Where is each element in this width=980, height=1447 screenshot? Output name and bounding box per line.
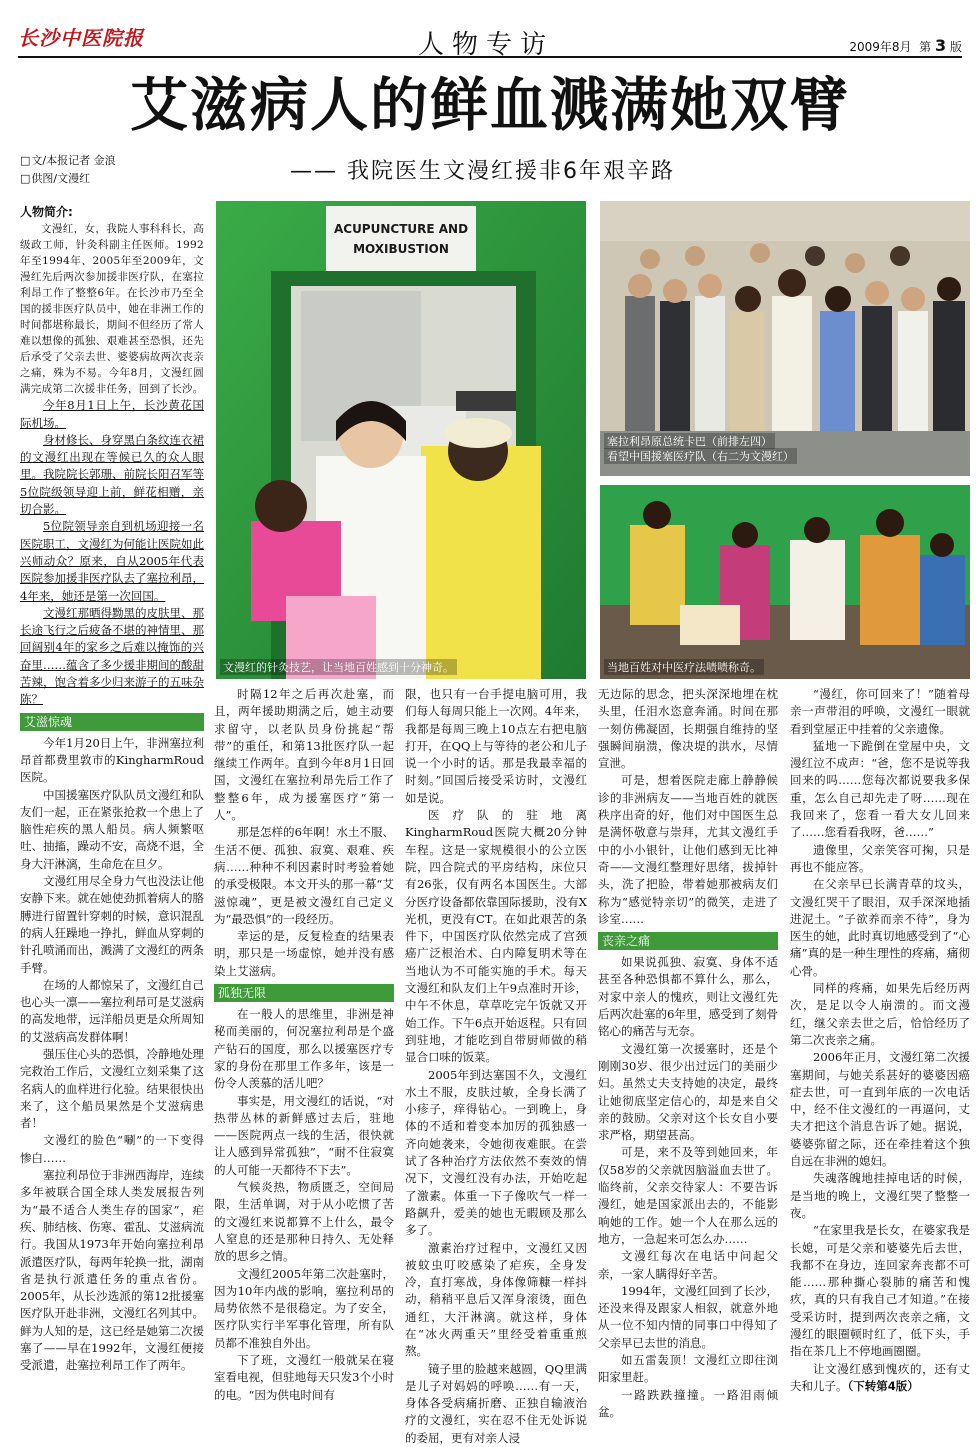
- column-2: [214, 686, 394, 1414]
- section-heading: 孤独无限: [214, 984, 394, 1002]
- reporter-credit: □ 文/本报记者 金浪: [20, 152, 116, 170]
- column-4: [598, 686, 778, 1419]
- body-paragraph: 可是，来不及等到她回来，年仅58岁的父亲就因脑溢血去世了。临终前，父亲交待家人：不要告诉漫红，她是国家派出去的，不能影响她的工作。她一个人在那么远的地方，一急起来可怎么办……: [598, 1145, 778, 1246]
- body-paragraph: 文漫红用尽全身力气也没法让他安静下来。就在她使劲抓着病人的胳膊进行留置针穿刺的时候，意识混乱的病人狂躁地一挣扎，鲜血从穿刺的针孔喷涌而出，溅满了文漫红的两条手臂。: [20, 874, 204, 975]
- issue-date: [849, 36, 962, 55]
- intro-paragraph: 今年8月1日上午，长沙黄花国际机场。: [20, 398, 204, 430]
- column-5: [790, 686, 970, 1414]
- group-photo: [600, 201, 970, 476]
- bio-text: 文漫红，女，我院人事科科长，高级政工师，针灸科副主任医师。1992年至1994年、2005年至2009年，文漫红先后两次参加援非医疗队，在塞拉利昂工作了整整6年。在长沙市乃至全国的援非医疗队员中，她在非洲工作的时间都堪称最长，期间不但经历了常人难以想像的孤独、艰难甚至恐惧，还先后承受了父亲去世、婆婆病故两次丧亲之痛，殊为不易。今年8月，文漫红圆满完成第二次援非任务，回到了长沙。: [20, 223, 204, 396]
- last-paragraph: [790, 1361, 970, 1396]
- page-suffix: 版: [949, 40, 962, 54]
- intro-paragraph: 5位院领导亲自到机场迎接一名医院职工，文漫红为何能让医院如此兴师动众？原来，自从2005年代表医院参加援非医疗队去了塞拉利昂，4年来，她还是第一次回国。: [20, 519, 204, 603]
- body-paragraph: 在父亲早已长满青草的坟头，文漫红哭干了眼泪，双手深深地插进泥土。“子欲养而亲不待”，身为医生的她，此时真切地感受到了“心痛”真的是一种生理性的疼痛，痛彻心骨。: [790, 877, 970, 978]
- body-paragraph: 如五雷轰顶！文漫红立即往浏阳家里赶。: [598, 1352, 778, 1385]
- body-paragraph: “漫红，你可回来了！”随着母亲一声带泪的呼唤，文漫红一眼就看到堂屋正中挂着的父亲遗像。: [790, 687, 970, 736]
- section-heading: 丧亲之痛: [598, 932, 778, 950]
- body-paragraph: 猛地一下跪倒在堂屋中央，文漫红泣不成声：“爸，您不是说等我回来的吗……您每次都说要我多保重，怎么自己却先走了呀……现在我回来了，您看一看大女儿回来了……您看看我呀，爸……”: [790, 738, 970, 840]
- body-paragraph: 可是，想着医院走廊上静静候诊的非洲病友——当地百姓的就医秩序出奇的好，他们对中国医生总是满怀敬意与崇拜，尤其文漫红手中的小小银针，让他们感到无比神奇——文漫红整理好思绪，拔掉针头，洗了把脸，带着她那被病友们称为“感觉特亲切”的微笑，走进了诊室……: [598, 773, 778, 926]
- main-photo: [216, 201, 586, 679]
- body-paragraph: 遗像里，父亲笑容可掬，只是再也不能应答。: [790, 842, 970, 874]
- credits: [20, 152, 116, 188]
- body-paragraph: 幸运的是，反复检查的结果表明，那只是一场虚惊，她并没有感染上艾滋病。: [214, 929, 394, 978]
- body-paragraph: 一路跌跌撞撞。一路泪雨倾盆。: [598, 1387, 778, 1419]
- body-paragraph: 文漫红第一次援塞时，还是个刚刚30岁、很少出过远门的美丽少妇。虽然丈夫支持她的决定，最终让她彻底坚定信心的，却是来自父亲的鼓励。父亲对这个长女自小要求严格，期望甚高。: [598, 1041, 778, 1143]
- paper-name: 长沙中医院报: [18, 26, 144, 50]
- body-paragraph: 限，也只有一台手提电脑可用，我们每人每周只能上一次网。4年来，我都是每周三晚上10点左右把电脑打开，在QQ上与等待的老公和儿子说一个小时的话。那是我最幸福的时刻。”回国后接受采访时，文漫红如是说。: [405, 687, 587, 805]
- body-paragraph: 那是怎样的6年啊！水土不服、生活不便、孤独、寂寞、艰难、疾病……种种不利因素时时考验着她的承受极限。本文开头的那一幕“艾滋惊魂”，更是被文漫红自己定义为“最恐惧”的一段经历。: [214, 825, 394, 926]
- body-paragraph: 失魂落魄地挂掉电话的时候，是当地的晚上，文漫红哭了整整一夜。: [790, 1171, 970, 1220]
- group-photo-caption-2: 看望中国援塞医疗队（右二为文漫红）: [604, 448, 797, 464]
- ward-photo-image: [600, 485, 970, 679]
- body-paragraph: 2006年正月，文漫红第二次援塞期间，与她关系甚好的婆婆因癌症去世，可一直到年底的一次电话中，经不住文漫红的一再逼问，丈夫才把这个消息告诉了她。据说，婆婆弥留之际，还在牵挂着这个独自远在非洲的媳妇。: [790, 1050, 970, 1169]
- body-paragraph: 如果说孤独、寂寞、身体不适甚至各种恐惧都不算什么，那么，对家中亲人的愧疚，则让文漫红先后两次赴塞的6年里，感受到了刻骨铭心的痛苦与无奈。: [598, 955, 778, 1039]
- section-heading: 艾滋惊魂: [20, 713, 204, 731]
- bio-label: 人物简介:: [20, 205, 73, 219]
- continued-note: （下转第4版）: [847, 1378, 919, 1393]
- masthead: [18, 14, 962, 58]
- body-paragraph: 无边际的思念，把头深深地埋在枕头里，任泪水恣意奔涌。时间在那一刻仿佛凝固，长期强自维持的坚强瞬间崩溃，像决堤的洪水，尽情宣泄。: [598, 687, 778, 771]
- intro-paragraph: 身材修长、身穿黑白条纹连衣裙的文漫红出现在等候已久的众人眼里。我院院长郭珊、前院长阳召军等5位院级领导迎上前，鲜花相赠，亲切合影。: [20, 432, 204, 517]
- body-paragraph: 在一般人的思维里，非洲是神秘而美丽的，何况塞拉利昂是个盛产钻石的国度，那么以援塞医疗专家的身份在那里工作多年，该是一份令人羡慕的活儿吧？: [214, 1007, 394, 1091]
- body-paragraph: 文漫红2005年第二次赴塞时，因为10年内战的影响，塞拉利昂的局势依然不是很稳定。为了安全，医疗队实行半军事化管理，所有队员都不准独自外出。: [214, 1266, 394, 1350]
- body-paragraph: 2005年到达塞国不久，文漫红水土不服，皮肤过敏，全身长满了小疹子，痒得钻心。一到晚上，身体的不适和着变本加厉的孤独感一齐向她袭来，令她彻夜难眠。在尝试了各种治疗方法依然不奏效的情况下，文漫红没有办法，开始吃起了激素。体重一下子像吹气一样一路飙升，爱美的她也无暇顾及那么多了。: [405, 1067, 587, 1238]
- body-paragraph: 事实是，用文漫红的话说，“对热带丛林的新鲜感过去后，驻地——医院两点一线的生活，很快就让人感到异常孤独”，“耐不住寂寞的人可能一天都待不下去”。: [214, 1093, 394, 1177]
- body-paragraph: 医疗队的驻地离KingharmRoud医院大概20分钟车程。这是一家规模很小的公立医院，四合院式的平房结构，床位只有26张，仅有两名本国医生。大部分医疗设备都依靠国际援助，没有X光机，更没有CT。在如此艰苦的条件下，中国医疗队依然完成了宫颈癌广泛根治术、白内障复明术等在当地认为不可能实施的手术。每天文漫红和队友们上午9点准时开诊，中午不休息，草草吃完午饭就又开始工作。下午6点开始返程。只有回到驻地，才能吃到自带厨师做的稍显合口味的饭菜。: [405, 808, 587, 1065]
- intro-paragraph: 文漫红那晒得黝黑的皮肤里、那长途飞行之后疲备不堪的神情里、那回阔别4年的家乡之后难以掩饰的兴奋里……蕴含了多少援非期间的酸甜苦辣，饱含着多少归来游子的五味杂陈？: [20, 605, 204, 707]
- ward-photo: [600, 485, 970, 679]
- body-paragraph: 时隔12年之后再次赴塞，而且，两年援助期满之后，她主动要求留守，以老队员身份挑起“帮带”的重任，和第13批医疗队一起继续工作两年。直到今年8月1日回国，文漫红在塞拉利昂先后工作了整整6年，成为援塞医疗“第一人”。: [214, 687, 394, 823]
- photo-credit: □ 供图/文漫红: [20, 170, 116, 188]
- body-paragraph: 强压住心头的恐惧，冷静地处理完救治工作后，文漫红立刻采集了这名病人的血样进行化验。结果很快出来了，这个船员果然是个艾滋病患者！: [20, 1046, 204, 1131]
- ward-photo-caption: 当地百姓对中医疗法啧啧称奇。: [604, 659, 764, 675]
- body-paragraph: 文漫红的脸色“唰”的一下变得惨白……: [20, 1133, 204, 1165]
- body-paragraph: 今年1月20日上午，非洲塞拉利昂首都费里敦市的KingharmRoud医院。: [20, 735, 204, 785]
- body-paragraph: 同样的疼痛，如果先后经历两次，是足以令人崩溃的。而文漫红，继父亲去世之后，恰恰经历了第二次丧亲之痛。: [790, 981, 970, 1047]
- main-photo-caption: 文漫红的针灸技艺，让当地百姓感到十分神奇。: [220, 659, 457, 675]
- body-paragraph: 文漫红每次在电话中问起父亲，一家人瞒得好辛苦。: [598, 1249, 778, 1281]
- sign-line-1: ACUPUNCTURE AND: [333, 222, 469, 236]
- date-text: 2009年8月: [849, 40, 912, 54]
- body-paragraph: 激素治疗过程中，文漫红又因被蚊虫叮咬感染了疟疾，全身发冷，直打寒战，身体像筛糠一样抖动，稍稍平息后又浑身滚烫，面色通红，大汗淋漓。就这样，身体在“冰火两重天”里经受着重重煎熬。: [405, 1240, 587, 1359]
- section-title: 人物专访: [418, 30, 555, 60]
- sign-line-2: MOXIBUSTION: [353, 242, 449, 256]
- group-photo-caption-1: 塞拉利昂原总统卡巴（前排左四）: [604, 433, 775, 449]
- body-paragraph: 镜子里的脸越来越圆，QQ里满是儿子对妈妈的呼唤……有一天，身体各受病痛折磨、正独自输液治疗的文漫红，实在忍不住无处诉说的委屈，更有对亲人浸: [405, 1361, 587, 1445]
- subheadline: —— 我院医生文漫红援非6年艰辛路: [290, 159, 675, 184]
- body-paragraph: 1994年，文漫红回到了长沙，还没来得及跟家人相叙，就意外地从一位不知内情的同事口中得知了父亲早已去世的消息。: [598, 1283, 778, 1350]
- body-paragraph: “在家里我是长女，在婆家我是长媳，可是父亲和婆婆先后去世，我都不在身边，连回家奔丧都不可能……那种撕心裂肺的痛苦和愧疚，真的只有我自己才知道。”在接受采访时，提到两次丧亲之痛，文漫红的眼圈顿时红了，低下头，手指在茶几上不停地画圈圈。: [790, 1223, 970, 1359]
- main-photo-image: [216, 201, 586, 679]
- body-paragraph: 塞拉利昂位于非洲西海岸，连续多年被联合国全球人类发展报告列为“最不适合人类生存的国家”，疟疾、肺结核、伤寒、霍乱、艾滋病流行。我国从1973年开始向塞拉利昂派遣医疗队，每两年轮换一批，湖南省是执行派遣任务的重点省份。2005年，从长沙选派的第12批援塞医疗队开赴非洲，文漫红名列其中。鲜为人知的是，这已经是她第二次援塞了——早在1992年，文漫红便接受派遣，赴塞拉利昂工作了两年。: [20, 1168, 204, 1373]
- body-paragraph: 气候炎热，物质匮乏，空间局限，生活单调，对于从小吃惯了苦的文漫红来说都算不上什么，最令人窒息的还是那种日持久、无处释放的思乡之情。: [214, 1180, 394, 1264]
- body-paragraph: 下了班，文漫红一般就呆在寝室看电视，但驻地每天只发3个小时的电。“因为供电时间有: [214, 1352, 394, 1402]
- body-paragraph: 在场的人都惊呆了，文漫红自己也心头一凛——塞拉利昂可是艾滋病的高发地带，远洋船员更是众所周知的艾滋病高发群体啊！: [20, 977, 204, 1044]
- column-1: [20, 204, 204, 1414]
- page-prefix: 第: [919, 40, 932, 54]
- headline: 艾滋病人的鲜血溅满她双臂: [130, 71, 851, 139]
- page-number: 3: [935, 36, 947, 55]
- body-paragraph: 中国援塞医疗队队员文漫红和队友们一起，正在紧张抢救一个患上了脑性疟疾的黑人船员。病人频繁呕吐、抽搐，躁动不安，高烧不退，全身大汗淋漓，生命危在旦夕。: [20, 787, 204, 871]
- column-3: [405, 686, 587, 1445]
- body-sentence: 让文漫红感到愧疚的，还有丈夫和儿子。: [790, 1361, 970, 1393]
